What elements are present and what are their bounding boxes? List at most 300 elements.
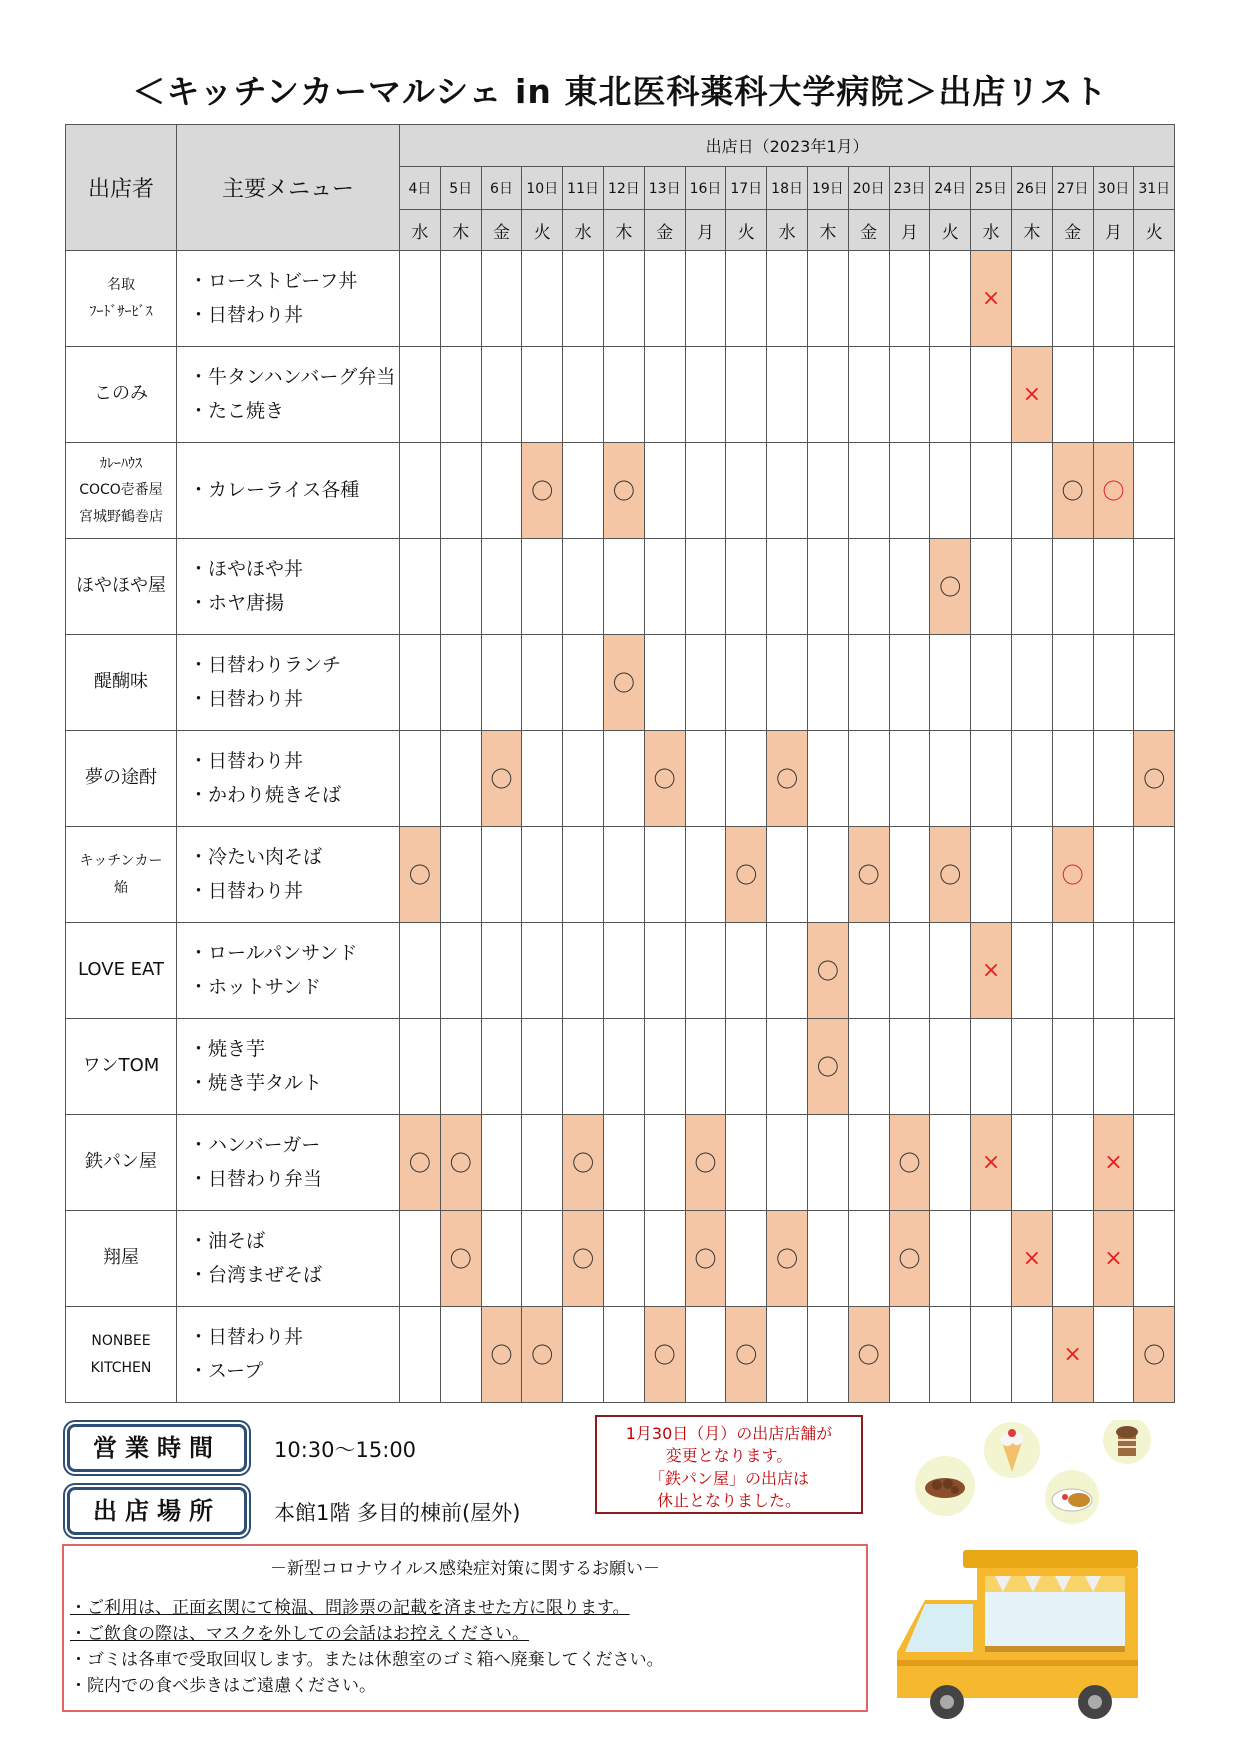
menu-item: ・日替わり弁当 <box>189 1167 323 1190</box>
vendor-name-line: 鉄パン屋 <box>85 1151 157 1173</box>
date-cell: 30日 <box>1093 167 1134 210</box>
vendor-row <box>66 443 1175 539</box>
closed-mark: × <box>1104 1150 1123 1175</box>
schedule-cell <box>726 539 767 635</box>
open-mark: 〇 <box>612 672 635 697</box>
schedule-cell <box>807 1115 848 1211</box>
open-mark: 〇 <box>572 1152 595 1177</box>
menu-column-header: 主要メニュー <box>177 125 400 251</box>
vendor-row <box>66 827 1175 923</box>
schedule-cell <box>522 923 563 1019</box>
menu-item: ・日替わり丼 <box>189 750 304 773</box>
schedule-cell <box>481 347 522 443</box>
menu-item: ・油そば <box>189 1230 266 1253</box>
vendor-row <box>66 1115 1175 1211</box>
schedule-cell <box>440 1307 481 1403</box>
schedule-cell <box>848 827 889 923</box>
date-header: 出店日（2023年1月） <box>400 125 1175 167</box>
weekday-cell: 水 <box>767 210 808 251</box>
schedule-cell <box>848 251 889 347</box>
schedule-cell <box>563 1115 604 1211</box>
schedule-cell <box>807 731 848 827</box>
vendor-name <box>66 443 177 539</box>
schedule-cell <box>1011 539 1052 635</box>
schedule-cell <box>848 923 889 1019</box>
schedule-cell <box>400 1211 441 1307</box>
open-mark: 〇 <box>531 1344 554 1369</box>
schedule-cell <box>440 827 481 923</box>
schedule-cell <box>481 827 522 923</box>
closed-mark: × <box>1063 1342 1082 1367</box>
page-title: ＜キッチンカーマルシェ in 東北医科薬科大学病院＞出店リスト <box>132 72 1108 111</box>
schedule-cell <box>563 1019 604 1115</box>
schedule-cell <box>971 635 1012 731</box>
menu-item: ・日替わりランチ <box>189 654 342 677</box>
schedule-cell <box>889 1115 930 1211</box>
schedule-cell <box>767 827 808 923</box>
weekday-cell: 木 <box>440 210 481 251</box>
vendor-name <box>66 731 177 827</box>
schedule-cell <box>400 1115 441 1211</box>
open-mark: 〇 <box>816 960 839 985</box>
schedule-cell <box>930 1019 971 1115</box>
schedule-cell <box>848 1115 889 1211</box>
schedule-cell <box>400 347 441 443</box>
menu-items <box>177 731 400 827</box>
schedule-cell <box>400 251 441 347</box>
date-cell: 5日 <box>440 167 481 210</box>
weekday-cell: 月 <box>1093 210 1134 251</box>
schedule-cell <box>930 443 971 539</box>
schedule-cell <box>726 923 767 1019</box>
schedule-cell <box>848 1307 889 1403</box>
schedule-cell <box>1052 251 1093 347</box>
schedule-cell <box>848 347 889 443</box>
schedule-cell <box>1011 1019 1052 1115</box>
closed-mark: × <box>1022 382 1042 407</box>
schedule-cell <box>767 635 808 731</box>
crepe-icon <box>984 1422 1040 1478</box>
menu-item: ・焼き芋タルト <box>189 1071 323 1094</box>
schedule-cell <box>971 827 1012 923</box>
date-cell: 25日 <box>971 167 1012 210</box>
schedule-cell <box>522 1019 563 1115</box>
date-cell: 12日 <box>603 167 644 210</box>
schedule-cell <box>440 731 481 827</box>
schedule-cell <box>685 635 726 731</box>
vendor-name-line: このみ <box>94 383 148 405</box>
schedule-cell <box>889 923 930 1019</box>
schedule-cell <box>644 1211 685 1307</box>
schedule-cell <box>563 731 604 827</box>
schedule-cell <box>1052 347 1093 443</box>
schedule-cell <box>1093 1019 1134 1115</box>
schedule-cell <box>930 347 971 443</box>
schedule-cell <box>685 347 726 443</box>
open-mark: 〇 <box>898 1152 921 1177</box>
date-cell: 16日 <box>685 167 726 210</box>
closed-mark: × <box>1104 1246 1123 1271</box>
menu-items <box>177 1019 400 1115</box>
schedule-cell <box>522 1211 563 1307</box>
schedule-cell <box>644 539 685 635</box>
schedule-cell <box>481 635 522 731</box>
schedule-cell <box>1011 635 1052 731</box>
notice-line: 変更となります。 <box>665 1446 793 1466</box>
schedule-cell <box>971 1211 1012 1307</box>
schedule-cell <box>971 1019 1012 1115</box>
schedule-cell <box>603 1307 644 1403</box>
vendor-name <box>66 251 177 347</box>
vendor-row <box>66 251 1175 347</box>
open-mark: 〇 <box>735 864 758 889</box>
schedule-cell <box>440 443 481 539</box>
vendor-row <box>66 1307 1175 1403</box>
schedule-cell <box>848 731 889 827</box>
schedule-cell <box>685 923 726 1019</box>
schedule-cell <box>726 443 767 539</box>
schedule-cell <box>767 1115 808 1211</box>
hours-value: 10:30～15:00 <box>274 1438 417 1462</box>
schedule-cell <box>971 923 1012 1019</box>
open-mark: 〇 <box>735 1344 758 1369</box>
schedule-cell <box>603 635 644 731</box>
open-mark: 〇 <box>408 1152 431 1177</box>
schedule-cell <box>563 251 604 347</box>
drink-icon <box>1103 1420 1151 1464</box>
schedule-cell <box>481 539 522 635</box>
schedule-cell <box>807 1019 848 1115</box>
schedule-cell <box>644 1307 685 1403</box>
schedule-cell <box>440 539 481 635</box>
schedule-cell <box>930 1211 971 1307</box>
vendor-name <box>66 1307 177 1403</box>
schedule-cell <box>400 443 441 539</box>
schedule-cell <box>644 827 685 923</box>
schedule-cell <box>767 443 808 539</box>
schedule-cell <box>644 731 685 827</box>
notice-line: 「鉄パン屋」の出店は <box>648 1468 809 1488</box>
schedule-cell <box>522 539 563 635</box>
schedule-cell <box>889 731 930 827</box>
schedule-cell <box>726 827 767 923</box>
schedule-cell <box>563 827 604 923</box>
notice-line: 休止となりました。 <box>656 1491 801 1511</box>
vendor-name-line: NONBEE <box>91 1332 151 1349</box>
open-mark: 〇 <box>857 1344 880 1369</box>
schedule-cell <box>481 923 522 1019</box>
schedule-cell <box>807 347 848 443</box>
menu-item: ・ホットサンド <box>189 975 322 998</box>
weekday-cell: 金 <box>481 210 522 251</box>
schedule-cell <box>563 443 604 539</box>
vendor-name <box>66 923 177 1019</box>
weekday-cell: 水 <box>971 210 1012 251</box>
schedule-cell <box>971 347 1012 443</box>
schedule-cell <box>644 635 685 731</box>
schedule-cell <box>644 251 685 347</box>
schedule-cell <box>400 539 441 635</box>
date-cell: 27日 <box>1052 167 1093 210</box>
schedule-cell <box>563 539 604 635</box>
schedule-cell <box>685 1211 726 1307</box>
schedule-cell <box>1093 251 1134 347</box>
vendor-row <box>66 539 1175 635</box>
open-mark: 〇 <box>572 1248 595 1273</box>
schedule-cell <box>440 251 481 347</box>
schedule-cell <box>400 827 441 923</box>
schedule-cell <box>563 923 604 1019</box>
schedule-cell <box>767 347 808 443</box>
schedule-cell <box>563 1307 604 1403</box>
schedule-cell <box>807 827 848 923</box>
schedule-cell <box>685 1019 726 1115</box>
schedule-cell <box>1093 347 1134 443</box>
schedule-cell <box>522 1115 563 1211</box>
open-mark: 〇 <box>857 864 880 889</box>
schedule-cell <box>1011 443 1052 539</box>
schedule-cell <box>971 1307 1012 1403</box>
date-cell: 4日 <box>400 167 441 210</box>
menu-items <box>177 1211 400 1307</box>
open-mark: 〇 <box>408 864 431 889</box>
weekday-cell: 水 <box>400 210 441 251</box>
vendor-name-line: ﾌｰﾄﾞｻｰﾋﾞｽ <box>89 303 153 320</box>
location-value: 本館1階 多目的棟前(屋外) <box>274 1501 521 1525</box>
schedule-cell <box>807 1211 848 1307</box>
schedule-cell <box>603 347 644 443</box>
schedule-cell <box>400 923 441 1019</box>
vendor-name-line: 名取 <box>107 276 135 293</box>
schedule-cell <box>1052 1211 1093 1307</box>
schedule-cell <box>481 1115 522 1211</box>
schedule-cell <box>930 923 971 1019</box>
schedule-cell <box>685 1307 726 1403</box>
menu-item: ・焼き芋 <box>189 1038 266 1061</box>
schedule-cell <box>1134 347 1175 443</box>
schedule-cell <box>644 1019 685 1115</box>
schedule-cell <box>807 443 848 539</box>
vendor-name <box>66 1019 177 1115</box>
open-mark: 〇 <box>449 1248 472 1273</box>
schedule-cell <box>889 635 930 731</box>
vendor-name-line: キッチンカー <box>79 852 163 869</box>
schedule-cell <box>400 731 441 827</box>
vendor-row <box>66 635 1175 731</box>
schedule-cell <box>1134 635 1175 731</box>
schedule-cell <box>522 443 563 539</box>
schedule-cell <box>848 443 889 539</box>
menu-items <box>177 539 400 635</box>
menu-item: ・ハンバーガー <box>189 1134 321 1157</box>
schedule-cell <box>1134 1115 1175 1211</box>
schedule-cell <box>522 347 563 443</box>
schedule-cell <box>685 1115 726 1211</box>
schedule-cell <box>603 1019 644 1115</box>
schedule-cell <box>889 1019 930 1115</box>
menu-item: ・たこ焼き <box>189 399 285 422</box>
schedule-cell <box>767 539 808 635</box>
open-mark: 〇 <box>1061 864 1084 889</box>
covid-item: ・ご利用は、正面玄関にて検温、問診票の記載を済ませた方に限ります。 <box>70 1598 630 1618</box>
menu-item: ・日替わり丼 <box>189 687 304 710</box>
open-mark: 〇 <box>1143 768 1166 793</box>
hours-label: 営業時間 <box>67 1424 247 1472</box>
schedule-cell <box>726 251 767 347</box>
open-mark: 〇 <box>653 768 676 793</box>
schedule-cell <box>767 731 808 827</box>
vendor-name <box>66 347 177 443</box>
vendor-name-line: 宮城野鶴巻店 <box>79 508 163 525</box>
schedule-cell <box>767 1307 808 1403</box>
open-mark: 〇 <box>776 768 799 793</box>
kitchen-car-illustration <box>885 1420 1175 1720</box>
change-notice <box>595 1415 863 1514</box>
schedule-cell <box>1134 1307 1175 1403</box>
schedule-cell <box>1093 827 1134 923</box>
open-mark: 〇 <box>816 1056 839 1081</box>
vendor-name-line: 夢の途酎 <box>85 767 157 789</box>
schedule-cell <box>1011 1211 1052 1307</box>
date-cell: 17日 <box>726 167 767 210</box>
schedule-cell <box>685 443 726 539</box>
schedule-cell <box>767 1211 808 1307</box>
covid-notice <box>62 1544 868 1712</box>
schedule-cell <box>889 347 930 443</box>
menu-items <box>177 923 400 1019</box>
menu-item: ・冷たい肉そば <box>189 846 323 869</box>
schedule-cell <box>807 251 848 347</box>
schedule-cell <box>930 251 971 347</box>
schedule-cell <box>1011 347 1052 443</box>
schedule-cell <box>1134 923 1175 1019</box>
schedule-cell <box>603 1115 644 1211</box>
schedule-cell <box>481 1211 522 1307</box>
schedule-cell <box>971 539 1012 635</box>
schedule-cell <box>1052 731 1093 827</box>
menu-items <box>177 347 400 443</box>
date-cell: 24日 <box>930 167 971 210</box>
weekday-cell: 金 <box>1052 210 1093 251</box>
menu-item: ・牛タンハンバーグ弁当 <box>189 366 396 389</box>
schedule-cell <box>1093 731 1134 827</box>
schedule-cell <box>603 923 644 1019</box>
schedule-cell <box>889 1307 930 1403</box>
weekday-cell: 金 <box>848 210 889 251</box>
vendor-row <box>66 1211 1175 1307</box>
menu-item: ・台湾まぜそば <box>189 1263 323 1286</box>
schedule-cell <box>971 443 1012 539</box>
schedule-cell <box>1093 923 1134 1019</box>
schedule-cell <box>522 827 563 923</box>
weekday-cell: 月 <box>685 210 726 251</box>
weekday-cell: 火 <box>1134 210 1175 251</box>
schedule-cell <box>726 635 767 731</box>
schedule-cell <box>685 827 726 923</box>
schedule-cell <box>522 251 563 347</box>
date-cell: 20日 <box>848 167 889 210</box>
schedule-cell <box>1052 1115 1093 1211</box>
date-cell: 18日 <box>767 167 808 210</box>
vendor-row <box>66 1019 1175 1115</box>
menu-item: ・日替わり丼 <box>189 303 304 326</box>
schedule-cell <box>1093 539 1134 635</box>
schedule-cell <box>440 923 481 1019</box>
vendor-name-line: ほやほや屋 <box>76 575 166 597</box>
open-mark: 〇 <box>939 864 962 889</box>
open-mark: 〇 <box>612 480 635 505</box>
closed-mark: × <box>981 1150 1001 1175</box>
schedule-cell <box>971 251 1012 347</box>
schedule-cell <box>848 635 889 731</box>
schedule-cell <box>481 1019 522 1115</box>
schedule-cell <box>400 1019 441 1115</box>
schedule-cell <box>440 635 481 731</box>
schedule-cell <box>930 635 971 731</box>
open-mark: 〇 <box>939 576 962 601</box>
schedule-cell <box>1134 539 1175 635</box>
schedule-cell <box>930 731 971 827</box>
schedule-cell <box>767 1019 808 1115</box>
date-cell: 26日 <box>1011 167 1052 210</box>
schedule-cell <box>930 827 971 923</box>
schedule-cell <box>767 923 808 1019</box>
schedule-cell <box>603 731 644 827</box>
schedule-cell <box>440 1115 481 1211</box>
schedule-cell <box>1052 635 1093 731</box>
date-cell: 23日 <box>889 167 930 210</box>
weekday-cell: 水 <box>563 210 604 251</box>
open-mark: 〇 <box>531 480 554 505</box>
open-mark: 〇 <box>776 1248 799 1273</box>
schedule-cell <box>726 1211 767 1307</box>
weekday-cell: 木 <box>603 210 644 251</box>
open-mark: 〇 <box>1102 480 1125 505</box>
menu-item: ・スープ <box>189 1359 264 1382</box>
closed-mark: × <box>981 958 1001 983</box>
menu-item: ・ほやほや丼 <box>189 558 304 581</box>
schedule-cell <box>1134 731 1175 827</box>
weekday-cell: 火 <box>930 210 971 251</box>
menu-items <box>177 443 400 539</box>
schedule-cell <box>1052 1019 1093 1115</box>
schedule-cell <box>1052 443 1093 539</box>
schedule-cell <box>1011 731 1052 827</box>
schedule-cell <box>889 443 930 539</box>
vendor-name-line: ｶﾚｰﾊｳｽ <box>100 455 142 472</box>
schedule-cell <box>481 731 522 827</box>
schedule-cell <box>889 1211 930 1307</box>
schedule-cell <box>481 443 522 539</box>
schedule-cell <box>1134 1019 1175 1115</box>
schedule-cell <box>522 1307 563 1403</box>
vendor-name <box>66 635 177 731</box>
covid-item: ・ご飲食の際は、マスクを外しての会話はお控えください。 <box>70 1624 529 1644</box>
schedule-cell <box>563 635 604 731</box>
open-mark: 〇 <box>490 1344 513 1369</box>
schedule-cell <box>603 1211 644 1307</box>
schedule-cell <box>1134 1211 1175 1307</box>
schedule-cell <box>440 1019 481 1115</box>
schedule-cell <box>726 1019 767 1115</box>
vendor-name-line: KITCHEN <box>90 1359 152 1376</box>
menu-items <box>177 1307 400 1403</box>
menu-item: ・かわり焼きそば <box>189 783 342 806</box>
schedule-cell <box>726 1307 767 1403</box>
schedule-cell <box>1011 827 1052 923</box>
schedule-cell <box>644 347 685 443</box>
schedule-cell <box>1093 1307 1134 1403</box>
